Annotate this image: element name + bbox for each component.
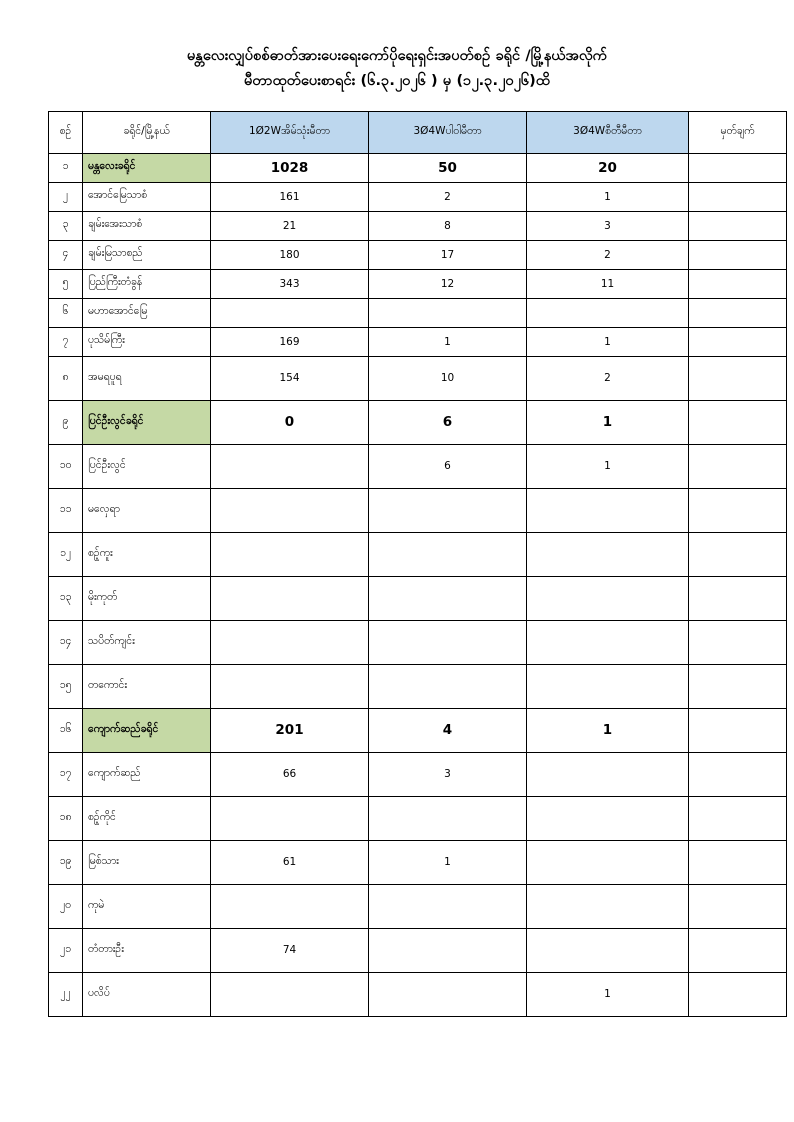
row-value-3p4w-ct [527,884,689,928]
row-value-3p4w-power [369,620,527,664]
row-value-3p4w-ct [527,532,689,576]
row-value-3p4w-ct: 1 [527,400,689,444]
table-row [49,240,787,269]
row-remark [689,444,787,488]
row-remark [689,211,787,240]
table-row [49,796,787,840]
meter-distribution-table [48,111,787,1017]
title-line-2: မီတာထုတ်ပေးစာရင်း (၆.၃.၂၀၂၆ ) မှ (၁၂.၃.၂၀၂၆)ထိ [244,73,550,90]
row-remark [689,153,787,182]
row-value-3p4w-power: 6 [369,444,527,488]
table-row [49,488,787,532]
row-region-name: မန္တလေးခရိုင် [83,153,211,182]
column-header-remark: မှတ်ချက် [689,111,787,153]
row-index: ၃ [49,211,83,240]
row-value-3p4w-ct [527,796,689,840]
row-region-name: ပြင်ဦးလွင်ခရိုင် [83,400,211,444]
row-value-3p4w-power: 12 [369,269,527,298]
row-remark [689,532,787,576]
row-index: ၁ [49,153,83,182]
row-index: ၁၉ [49,840,83,884]
row-value-3p4w-ct [527,928,689,972]
table-row [49,269,787,298]
row-index: ၆ [49,298,83,327]
row-value-1p2w-domestic [211,298,369,327]
row-value-3p4w-power: 1 [369,840,527,884]
row-value-1p2w-domestic [211,620,369,664]
row-value-3p4w-power: 17 [369,240,527,269]
row-remark [689,840,787,884]
row-value-1p2w-domestic [211,884,369,928]
row-index: ၁၇ [49,752,83,796]
table-row [49,356,787,400]
row-remark [689,356,787,400]
row-value-3p4w-ct: 1 [527,972,689,1016]
row-value-1p2w-domestic: 21 [211,211,369,240]
row-value-1p2w-domestic: 201 [211,708,369,752]
row-index: ၅ [49,269,83,298]
row-remark [689,240,787,269]
table-row [49,532,787,576]
row-value-1p2w-domestic: 1028 [211,153,369,182]
row-value-1p2w-domestic [211,532,369,576]
row-remark [689,752,787,796]
row-value-3p4w-power [369,488,527,532]
row-remark [689,269,787,298]
table-row [49,664,787,708]
table-row [49,211,787,240]
row-index: ၁၀ [49,444,83,488]
row-value-3p4w-ct: 1 [527,708,689,752]
row-index: ၂၁ [49,928,83,972]
row-value-1p2w-domestic: 61 [211,840,369,884]
row-value-3p4w-power: 1 [369,327,527,356]
row-value-3p4w-ct: 1 [527,327,689,356]
row-value-3p4w-power [369,972,527,1016]
row-region-name: သပိတ်ကျင်း [83,620,211,664]
row-index: ၈ [49,356,83,400]
title-line-1: မန္တလေးလျှပ်စစ်ဓာတ်အားပေးရေးကော်ပိုရေးရှင်း​အပတ်စဉ် ခရိုင် /မြို့နယ်အလိုက် [187,48,607,64]
row-remark [689,884,787,928]
row-value-3p4w-ct [527,664,689,708]
row-region-name: ချမ်းအေးသာစံ [83,211,211,240]
row-value-3p4w-ct: 1 [527,182,689,211]
table-row [49,298,787,327]
row-remark [689,400,787,444]
row-value-3p4w-power [369,576,527,620]
row-value-3p4w-ct: 11 [527,269,689,298]
row-remark [689,972,787,1016]
table-row [49,400,787,444]
row-region-name: မြစ်သား [83,840,211,884]
row-value-1p2w-domestic [211,796,369,840]
row-remark [689,664,787,708]
row-value-3p4w-ct [527,298,689,327]
table-row [49,444,787,488]
row-value-1p2w-domestic [211,576,369,620]
row-remark [689,327,787,356]
table-row [49,972,787,1016]
row-index: ၁၂ [49,532,83,576]
table-row [49,928,787,972]
row-value-3p4w-power: 10 [369,356,527,400]
row-value-3p4w-power [369,664,527,708]
row-value-3p4w-power [369,298,527,327]
row-region-name: ပုသိမ်ကြီး [83,327,211,356]
row-value-3p4w-power [369,884,527,928]
row-region-name: ပြည်ကြီးတံခွန် [83,269,211,298]
row-value-3p4w-ct: 3 [527,211,689,240]
table-header [49,111,787,153]
row-value-3p4w-ct [527,576,689,620]
row-region-name: မလှေရာ [83,488,211,532]
row-region-name: စဉ့်ကိုင် [83,796,211,840]
row-value-1p2w-domestic [211,972,369,1016]
row-value-1p2w-domestic: 343 [211,269,369,298]
row-value-1p2w-domestic: 66 [211,752,369,796]
row-index: ၁၆ [49,708,83,752]
column-header-3p4w-power: 3Ø4Wပါဝါမီတာ [369,111,527,153]
row-region-name: ကျောက်ဆည် [83,752,211,796]
row-region-name: တံတားဦး [83,928,211,972]
row-value-1p2w-domestic [211,664,369,708]
table-row [49,620,787,664]
row-region-name: ချမ်းမြသာစည် [83,240,211,269]
row-region-name: ကုမဲ [83,884,211,928]
row-value-1p2w-domestic [211,488,369,532]
row-value-3p4w-ct [527,488,689,532]
row-value-3p4w-ct: 20 [527,153,689,182]
column-header-3p4w-ct: 3Ø4Wစီတီမီတာ [527,111,689,153]
document-title [48,44,746,95]
row-index: ၉ [49,400,83,444]
row-remark [689,576,787,620]
row-index: ၇ [49,327,83,356]
row-value-3p4w-power: 6 [369,400,527,444]
row-value-3p4w-power: 4 [369,708,527,752]
row-value-3p4w-ct [527,840,689,884]
row-region-name: ကျောက်ဆည်ခရိုင် [83,708,211,752]
table-row [49,840,787,884]
table-row [49,182,787,211]
row-value-3p4w-ct: 1 [527,444,689,488]
row-remark [689,928,787,972]
row-region-name: အောင်မြေသာစံ [83,182,211,211]
column-header-index: စဉ် [49,111,83,153]
column-header-region: ခရိုင်/မြို့နယ် [83,111,211,153]
row-index: ၂၀ [49,884,83,928]
table-row [49,884,787,928]
table-row [49,327,787,356]
row-index: ၁၃ [49,576,83,620]
row-value-3p4w-ct [527,752,689,796]
row-value-3p4w-ct [527,620,689,664]
row-value-3p4w-power: 50 [369,153,527,182]
table-body [49,153,787,1016]
row-value-3p4w-ct: 2 [527,356,689,400]
row-value-3p4w-power: 3 [369,752,527,796]
table-row [49,752,787,796]
row-index: ၁၈ [49,796,83,840]
row-remark [689,620,787,664]
row-value-1p2w-domestic: 0 [211,400,369,444]
row-remark [689,298,787,327]
row-region-name: မိုးကုတ် [83,576,211,620]
row-value-3p4w-power: 8 [369,211,527,240]
table-row [49,576,787,620]
row-remark [689,708,787,752]
row-value-3p4w-power [369,928,527,972]
table-row [49,708,787,752]
column-header-1p2w-domestic: 1Ø2Wအိမ်သုံးမီတာ [211,111,369,153]
row-index: ၄ [49,240,83,269]
row-region-name: ပြင်ဦးလွင် [83,444,211,488]
row-value-3p4w-power [369,796,527,840]
row-remark [689,488,787,532]
row-index: ၁၅ [49,664,83,708]
row-value-1p2w-domestic: 154 [211,356,369,400]
row-remark [689,796,787,840]
row-value-3p4w-ct: 2 [527,240,689,269]
row-value-3p4w-power [369,532,527,576]
row-region-name: မဟာအောင်မြေ [83,298,211,327]
row-value-1p2w-domestic [211,444,369,488]
table-row [49,153,787,182]
row-value-1p2w-domestic: 74 [211,928,369,972]
row-value-1p2w-domestic: 180 [211,240,369,269]
row-remark [689,182,787,211]
row-index: ၂၂ [49,972,83,1016]
row-index: ၁၄ [49,620,83,664]
row-value-3p4w-power: 2 [369,182,527,211]
row-region-name: ပလိပ် [83,972,211,1016]
row-value-1p2w-domestic: 161 [211,182,369,211]
row-index: ၁၁ [49,488,83,532]
row-region-name: အမရပူရ [83,356,211,400]
row-value-1p2w-domestic: 169 [211,327,369,356]
row-region-name: တကောင်း [83,664,211,708]
row-index: ၂ [49,182,83,211]
table-header-row [49,111,787,153]
row-region-name: စဉ့်ကူး [83,532,211,576]
